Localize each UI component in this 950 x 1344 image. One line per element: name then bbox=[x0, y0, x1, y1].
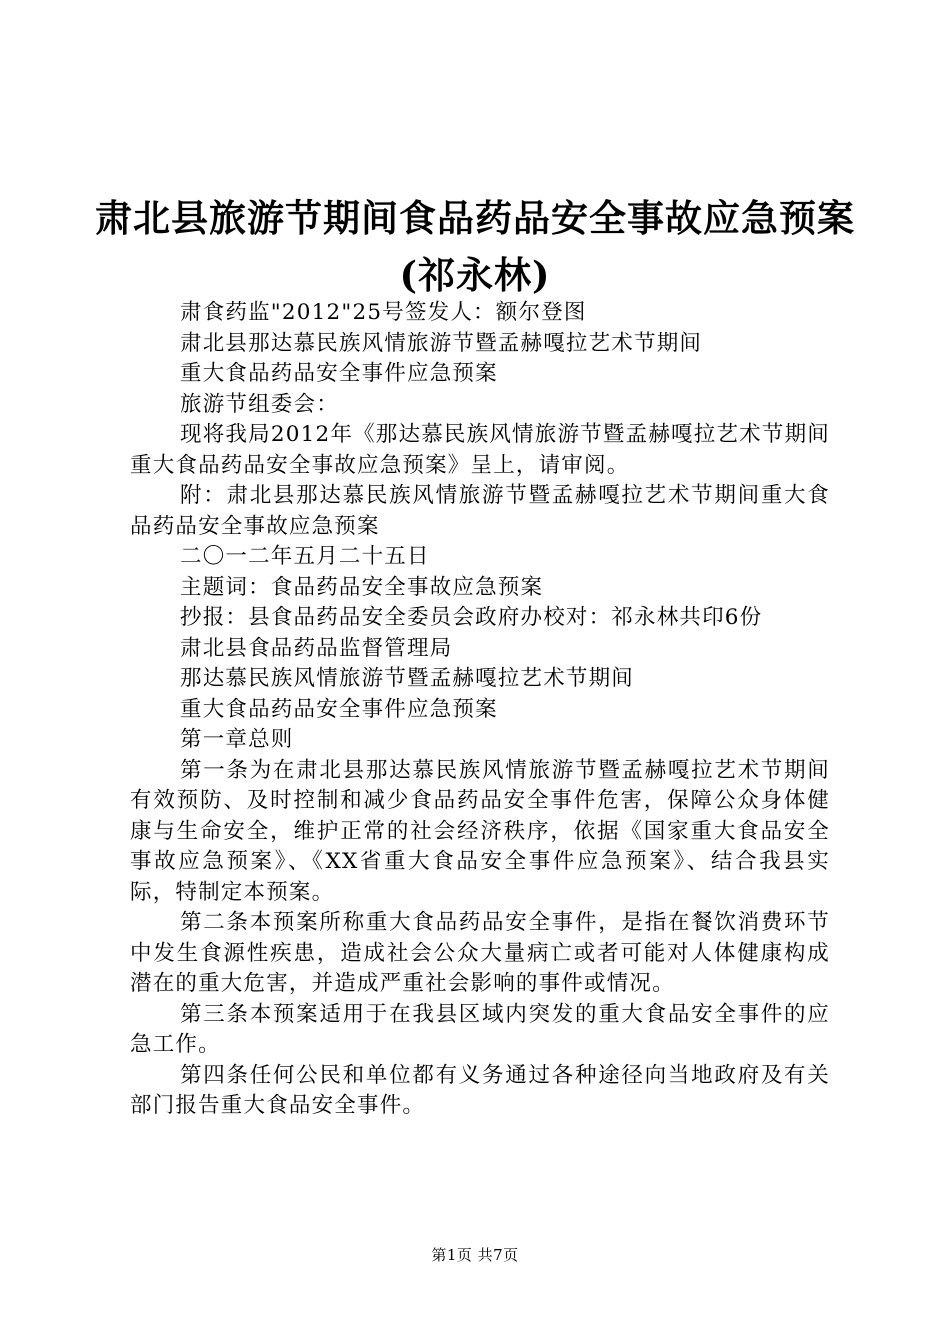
paragraph: 肃北县食品药品监督管理局 bbox=[180, 635, 453, 661]
paragraph: 现将我局2012年《那达慕民族风情旅游节暨孟赫嘎拉艺术节期间重大食品药品安全事故应急预案》呈上，请审阅。 bbox=[130, 422, 830, 478]
paragraph: 附：肃北县那达慕民族风情旅游节暨孟赫嘎拉艺术节期间重大食品药品安全事故应急预案 bbox=[130, 483, 830, 539]
paragraph: 第一章总则 bbox=[180, 727, 294, 752]
paragraph: 第四条任何公民和单位都有义务通过各种途径向当地政府及有关部门报告重大食品安全事件。 bbox=[130, 1062, 830, 1118]
paragraph: 第二条本预案所称重大食品药品安全事件，是指在餐饮消费环节中发生食源性疾患，造成社会公众大量病亡或者可能对人体健康构成潜在的重大危害，并造成严重社会影响的事件或情况。 bbox=[130, 910, 830, 996]
paragraph: 肃食药监"2012"25号签发人：额尔登图 bbox=[180, 300, 587, 325]
paragraph: 二〇一二年五月二十五日 bbox=[180, 544, 430, 569]
paragraph: 第一条为在肃北县那达慕民族风情旅游节暨孟赫嘎拉艺术节期间有效预防、及时控制和减少食品药品安全事件危害，保障公众身体健康与生命安全，维护正常的社会经济秩序，依据《国家重大食品安全事故应急预案》、《XX省重大食品安全事件应急预案》、结合我县实际，特制定本预案。 bbox=[130, 757, 830, 905]
document-body bbox=[130, 298, 830, 1122]
paragraph: 肃北县那达慕民族风情旅游节暨孟赫嘎拉艺术节期间 bbox=[180, 330, 703, 356]
paragraph: 主题词：食品药品安全事故应急预案 bbox=[180, 574, 544, 600]
paragraph: 那达慕民族风情旅游节暨孟赫嘎拉艺术节期间 bbox=[180, 666, 635, 691]
document-title-author: (祁永林) bbox=[399, 253, 551, 297]
paragraph: 重大食品药品安全事件应急预案 bbox=[180, 696, 498, 722]
paragraph: 第三条本预案适用于在我县区域内突发的重大食品安全事件的应急工作。 bbox=[130, 1001, 830, 1057]
document-title: 肃北县旅游节期间食品药品安全事故应急预案 bbox=[95, 196, 855, 240]
page-footer: 第1页 共7页 bbox=[431, 1246, 519, 1264]
paragraph: 旅游节组委会： bbox=[180, 391, 339, 417]
paragraph: 抄报：县食品药品安全委员会政府办校对：祁永林共印6份 bbox=[180, 605, 763, 630]
paragraph: 重大食品药品安全事件应急预案 bbox=[180, 361, 498, 386]
